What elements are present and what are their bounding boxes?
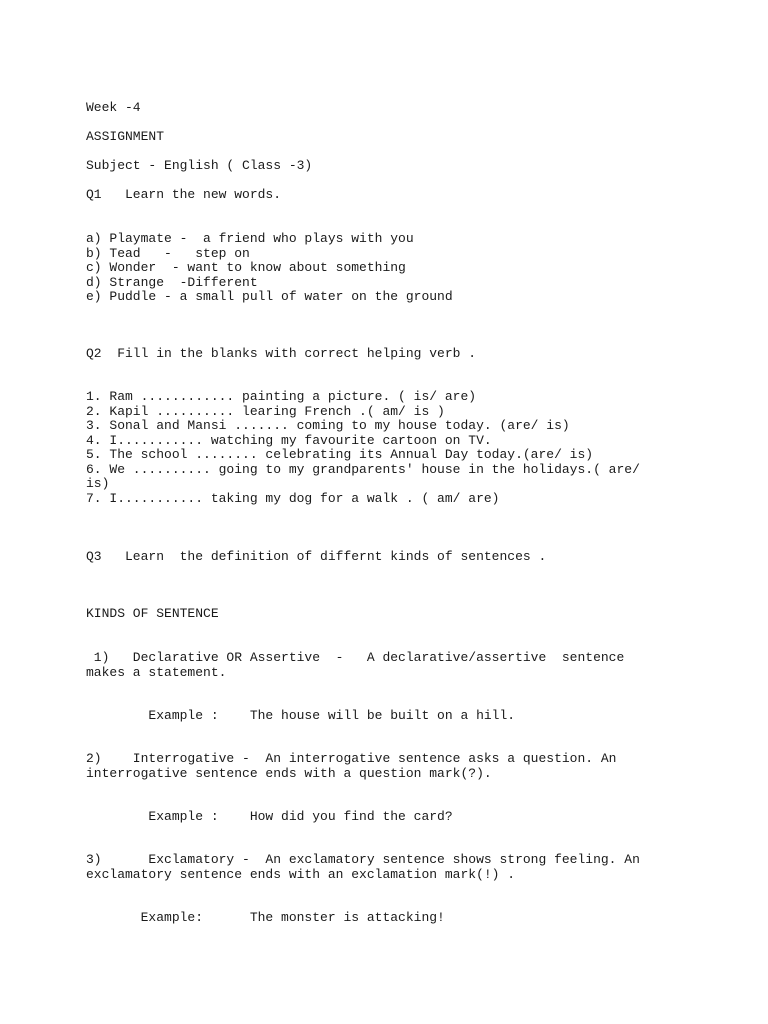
q3-heading: Q3 Learn the definition of differnt kinds of sentences .: [86, 549, 547, 564]
blank-item: 7. I........... taking my dog for a walk . ( am/ are): [86, 490, 500, 506]
blank-item: 6. We .......... going to my grandparents' house in the holidays.( are/: [86, 461, 640, 477]
declarative-definition-cont: makes a statement.: [86, 664, 227, 680]
blank-item: 5. The school ........ celebrating its Annual Day today.(are/ is): [86, 447, 594, 462]
kinds-title: KINDS OF SENTENCE: [86, 606, 219, 621]
vocab-item: d) Strange -Different: [86, 274, 258, 290]
interrogative-example: Example : How did you find the card?: [86, 809, 453, 824]
assignment-title: ASSIGNMENT: [86, 129, 165, 144]
q2-heading: Q2 Fill in the blanks with correct helping verb .: [86, 346, 477, 361]
vocab-item: b) Tead - step on: [86, 245, 250, 261]
blank-item: 3. Sonal and Mansi ....... coming to my house today. (are/ is): [86, 418, 570, 433]
vocab-item: c) Wonder - want to know about something: [86, 260, 406, 275]
vocab-item: a) Playmate - a friend who plays with you: [86, 231, 414, 246]
blank-item: 1. Ram ............ painting a picture. ( is/ are): [86, 389, 477, 404]
declarative-definition: 1) Declarative OR Assertive - A declarative/assertive sentence: [86, 650, 625, 665]
week-label: Week -4: [86, 100, 141, 115]
blank-item-continuation: is): [86, 476, 110, 491]
exclamatory-definition: 3) Exclamatory - An exclamatory sentence shows strong feeling. An: [86, 852, 640, 867]
blank-item: 2. Kapil .......... learing French .( am/ is ): [86, 403, 445, 419]
vocab-item: e) Puddle - a small pull of water on the ground: [86, 289, 453, 304]
interrogative-definition: 2) Interrogative - An interrogative sentence asks a question. An: [86, 751, 617, 766]
declarative-example: Example : The house will be built on a hill.: [86, 708, 516, 723]
interrogative-definition-cont: interrogative sentence ends with a question mark(?).: [86, 765, 492, 781]
q1-heading: Q1 Learn the new words.: [86, 187, 282, 202]
exclamatory-example: Example: The monster is attacking!: [86, 910, 445, 925]
blank-item: 4. I........... watching my favourite cartoon on TV.: [86, 432, 492, 448]
subject-line: Subject - English ( Class -3): [86, 158, 313, 173]
exclamatory-definition-cont: exclamatory sentence ends with an exclamation mark(!) .: [86, 866, 516, 882]
